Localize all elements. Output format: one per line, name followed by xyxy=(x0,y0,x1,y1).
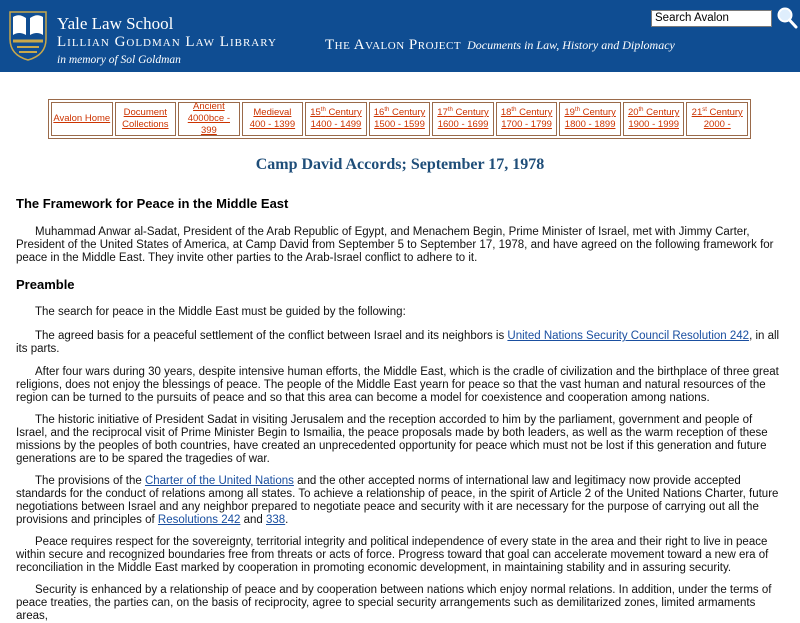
un-charter-link[interactable]: Charter of the United Nations xyxy=(144,475,294,487)
preamble-paragraph-3: After four wars during 30 years, despite intensive human efforts, the Middle East, which is the cradle of civilization and the birthplace of three great religions, does not enjoy the blessings of peace. The people of the Middle East yearn for peace so that the vast human and natural resources of the region can be turned to the pursuits of peace and so that this area can become a model for coexistence and cooperation among nations. xyxy=(16,366,779,404)
nav-cell-18th xyxy=(496,102,558,136)
resolution-242-link[interactable]: United Nations Security Council Resolution 242 xyxy=(507,330,750,342)
intro-paragraph: Muhammad Anwar al-Sadat, President of the Arab Republic of Egypt, and Menachem Begin, Prime Minister of Israel, met with Jimmy Carter, President of the United States of America, at Camp David from September 5 to September 17, 1978, and have agreed on the following framework for peace in the Middle East. They invite other parties to the Arab-Israel conflict to adhere to it. xyxy=(16,226,774,264)
nav-cell-15th xyxy=(305,102,367,136)
nav-cell-21st xyxy=(686,102,748,136)
preamble-paragraph-7: Security is enhanced by a relationship of peace and by cooperation between nations which enjoy normal relations. In addition, under the terms of peace treaties, the parties can, on the basis of reciprocity, agree to special security arrangements such as demilitarized zones, limited armaments areas, xyxy=(16,584,772,622)
nav-cell-collections xyxy=(115,102,177,136)
search-input[interactable]: Search Avalon xyxy=(651,10,772,27)
avalon-project-title[interactable] xyxy=(325,37,675,54)
nav-21st-century-link[interactable]: 21st Century 2000 - xyxy=(691,106,743,130)
nav-20th-century-link[interactable]: 20th Century 1900 - 1999 xyxy=(627,106,680,130)
search-icon[interactable] xyxy=(775,6,799,30)
nav-avalon-home-link[interactable]: Avalon Home xyxy=(53,113,111,124)
nav-cell-medieval xyxy=(242,102,304,136)
nav-cell-16th xyxy=(369,102,431,136)
project-name: The Avalon Project xyxy=(325,37,462,53)
school-name[interactable]: Yale Law School xyxy=(57,14,174,33)
preamble-paragraph-4: The historic initiative of President Sadat in visiting Jerusalem and the reception accorded to him by the parliament, government and people of Israel, and the reciprocal visit of Prime Minister Begin to Ismailia, the peace proposals made by both leaders, as well as the warm reception of these missions by the peoples of both countries, have created an unprecedented opportunity for peace which must not be lost if this generation and future generations are to be spared the tragedies of war. xyxy=(16,414,768,465)
preamble-paragraph-1: The search for peace in the Middle East must be guided by the following: xyxy=(35,306,406,318)
period-navigation xyxy=(48,99,751,139)
preamble-paragraph-2: The agreed basis for a peaceful settlement of the conflict between Israel and its neighbors is United Nations Security Council Resolution 242, in all its parts. xyxy=(16,330,780,355)
project-subtitle: Documents in Law, History and Diplomacy xyxy=(467,38,675,52)
nav-medieval-link[interactable]: Medieval 400 - 1399 xyxy=(249,107,296,130)
section-heading-preamble: Preamble xyxy=(16,277,75,292)
nav-ancient-link[interactable]: Ancient 4000bce - 399 xyxy=(187,101,230,136)
nav-17th-century-link[interactable]: 17th Century 1600 - 1699 xyxy=(437,106,489,130)
nav-19th-century-link[interactable]: 19th Century 1800 - 1899 xyxy=(564,106,616,130)
header-banner xyxy=(0,0,800,72)
library-name[interactable]: Lillian Goldman Law Library xyxy=(57,34,277,50)
resolution-338-link[interactable]: 338 xyxy=(265,514,286,526)
nav-document-collections-link[interactable]: Document Collections xyxy=(122,107,169,130)
nav-cell-ancient xyxy=(178,102,240,136)
preamble-paragraph-6: Peace requires respect for the sovereignty, territorial integrity and political independence of every state in the area and their right to live in peace within secure and recognized boundaries free from threats or acts of force. Progress toward that goal can accelerate movement toward a new era of reconciliation in the Middle East marked by cooperation in promoting economic development, in maintaining stability and in assuring security. xyxy=(16,536,769,574)
nav-18th-century-link[interactable]: 18th Century 1700 - 1799 xyxy=(500,106,553,130)
preamble-paragraph-5: The provisions of the Charter of the United Nations and the other accepted norms of international law and legitimacy now provide accepted standards for the conduct of relations among all states. To achieve a relationship of peace, in the spirit of Article 2 of the United Nations Charter, future negotiations between Israel and any neighbor prepared to negotiate peace and security with it are necessary for the purpose of carrying out all the provisions and principles of Resolutions 242 and 338. xyxy=(16,475,779,526)
nav-cell-20th xyxy=(623,102,685,136)
nav-cell-17th xyxy=(432,102,494,136)
nav-cell-home xyxy=(51,102,113,136)
yale-shield-icon xyxy=(9,11,47,61)
nav-15th-century-link[interactable]: 15th Century 1400 - 1499 xyxy=(310,106,362,130)
nav-cell-19th xyxy=(559,102,621,136)
resolutions-242-link[interactable]: Resolutions 242 xyxy=(157,514,241,526)
memorial-text: in memory of Sol Goldman xyxy=(57,54,181,66)
section-heading-framework: The Framework for Peace in the Middle East xyxy=(16,196,289,211)
document-title: Camp David Accords; September 17, 1978 xyxy=(255,156,545,173)
nav-16th-century-link[interactable]: 16th Century 1500 - 1599 xyxy=(373,106,426,130)
